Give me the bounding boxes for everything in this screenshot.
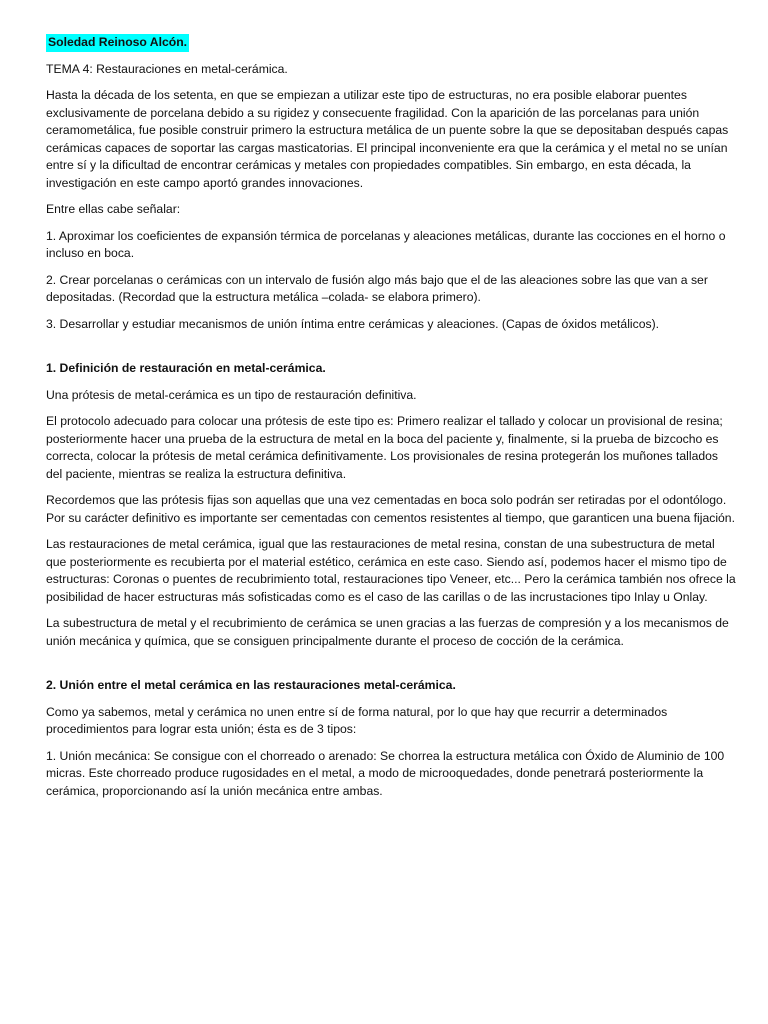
list-intro: Entre ellas cabe señalar: — [46, 202, 181, 216]
list-item: 3. Desarrollar y estudiar mecanismos de unión íntima entre cerámicas y aleaciones. (Capas de óxidos metálicos). — [46, 316, 660, 331]
list-item: 2. Crear porcelanas o cerámicas con un intervalo de fusión algo más bajo que el de las aleaciones sobre las que van a ser depositadas. (Recordad que la estructura metálica –colada- se elabora primero). — [46, 272, 708, 304]
author-name: Soledad Reinoso Alcón. — [46, 34, 189, 52]
paragraph: El protocolo adecuado para colocar una prótesis de este tipo es: Primero realizar el tallado y colocar un provisional de resina; posteriormente hacer una prueba de la estructura de metal en la boca del paciente y, finalmente, si la prueba de bizcocho es correcta, colocar la prótesis de metal cerámica definitivamente. Los provisionales de resina protegerán los muñones tallados del paciente, mientras se realiza la estructura definitiva. — [46, 414, 723, 481]
topic-title: TEMA 4: Restauraciones en metal-cerámica. — [46, 61, 288, 76]
section-heading: 2. Unión entre el metal cerámica en las restauraciones metal-cerámica. — [46, 678, 456, 692]
section-heading: 1. Definición de restauración en metal-cerámica. — [46, 361, 326, 375]
paragraph: Una prótesis de metal-cerámica es un tipo de restauración definitiva. — [46, 387, 417, 402]
paragraph: Las restauraciones de metal cerámica, igual que las restauraciones de metal resina, constan de una subestructura de metal que posteriormente es recubierta por el material estético, cerámica en este caso. Siendo así, podemos hacer el mismo tipo de estructuras: Coronas o puentes de recubrimiento total, restauraciones tipo Veneer, etc... Pero la cerámica también nos ofrece la posibilidad de hacer estructuras más sofisticadas como es el caso de las carillas o de las incrustaciones tipo Inlay u Onlay. — [46, 537, 736, 604]
document-page — [46, 34, 736, 809]
paragraph: La subestructura de metal y el recubrimiento de cerámica se unen gracias a las fuerzas de compresión y a los mecanismos de unión mecánica y química, que se consiguen principalmente durante el proceso de cocción de la cerámica. — [46, 616, 729, 648]
paragraph: Como ya sabemos, metal y cerámica no unen entre sí de forma natural, por lo que hay que recurrir a determinados procedimientos para lograr esta unión; ésta es de 3 tipos: — [46, 704, 668, 736]
paragraph: Recordemos que las prótesis fijas son aquellas que una vez cementadas en boca solo podrán ser retiradas por el odontólogo. Por su carácter definitivo es importante ser cementadas con cementos resistentes al tiempo, que garanticen una buena fijación. — [46, 493, 735, 525]
list-item: 1. Aproximar los coeficientes de expansión térmica de porcelanas y aleaciones metálicas, durante las cocciones en el horno o incluso en boca. — [46, 228, 726, 260]
intro-paragraph: Hasta la década de los setenta, en que se empiezan a utilizar este tipo de estructuras, no era posible elaborar puentes exclusivamente de porcelana debido a su rigidez y consecuente fragilidad. Con la aparición de las porcelanas para unión ceramometálica, fue posible construir primero la estructura metálica de un puente sobre la que se depositaban después capas cerámicas capaces de soportar las cargas masticatorias. El principal inconveniente era que la cerámica y el metal no se unían entre sí y la dificultad de encontrar cerámicas y metales con propiedades compatibles. Sin embargo, en esta década, la investigación en este campo aportó grandes innovaciones. — [46, 88, 729, 190]
numbered-item: 1. Unión mecánica: Se consigue con el chorreado o arenado: Se chorrea la estructura metálica con Óxido de Aluminio de 100 micras. Este chorreado produce rugosidades en el metal, a modo de microoquedades, donde penetrará posteriormente la cerámica, proporcionando así la unión mecánica entre ambas. — [46, 748, 725, 798]
